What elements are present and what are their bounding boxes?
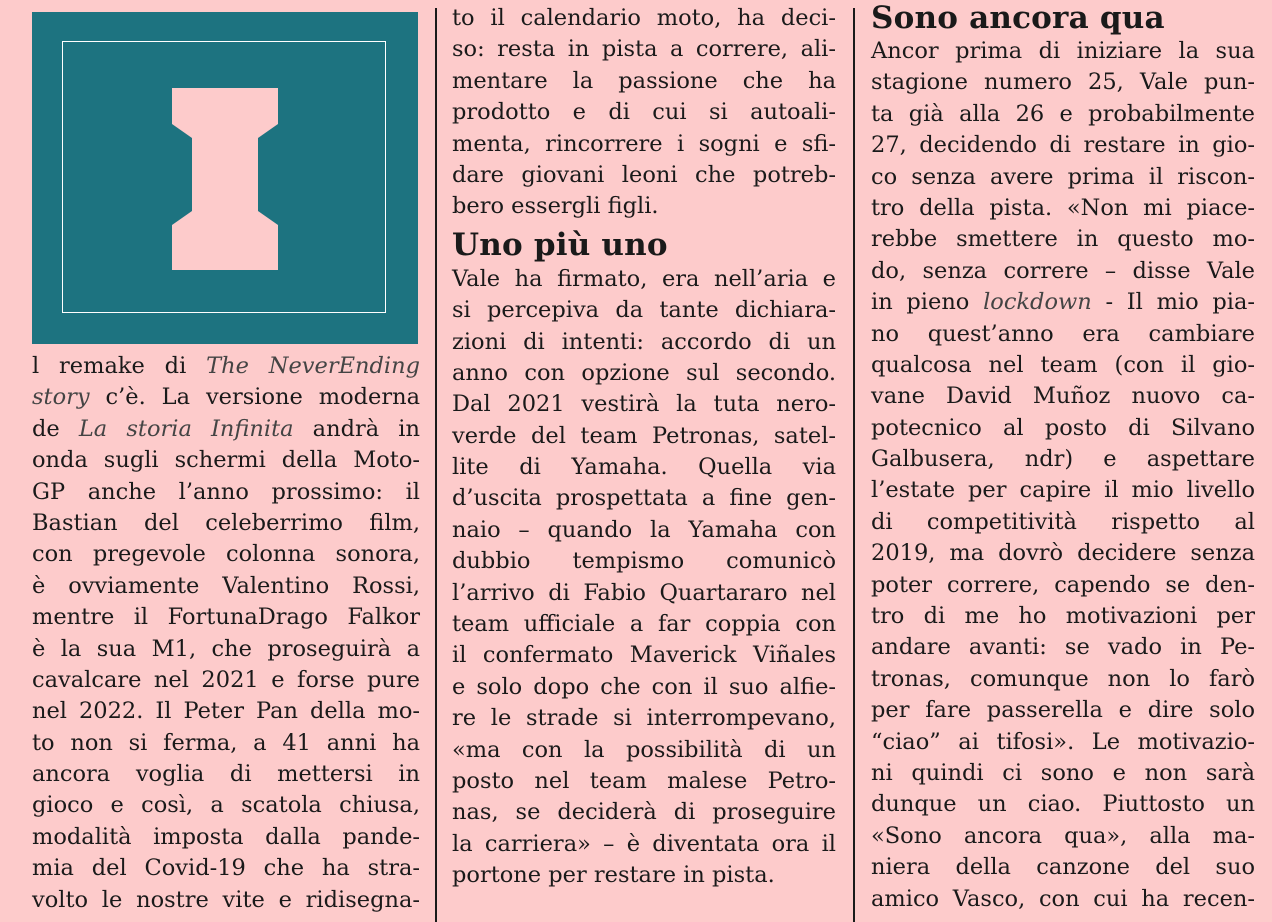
text-line	[871, 727, 1255, 758]
text-line: l’arrivo di Fabio Quartararo nel	[452, 579, 836, 606]
text-run: in pieno	[871, 289, 984, 316]
text-run: 27, decidendo di restare in gio-	[871, 132, 1255, 159]
text-line	[871, 664, 1255, 695]
text-line	[871, 538, 1255, 569]
text-run: cavalcare nel 2021 e forse pure	[32, 666, 420, 693]
text-line	[32, 822, 420, 853]
text-line	[871, 601, 1255, 632]
text-line: «ma con la possibilità di un	[452, 736, 836, 763]
text-line	[32, 696, 420, 727]
column-divider-2	[853, 8, 855, 922]
text-run: volto le nostre vite e ridisegna-	[32, 886, 420, 913]
subheading-sono-ancora-qua: Sono ancora qua	[871, 0, 1165, 36]
text-line	[32, 885, 420, 916]
column-2-intro	[452, 3, 836, 223]
text-run: l’estate per capire il mio livello	[871, 477, 1255, 504]
text-run: potecnico al posto di Silvano	[871, 414, 1255, 441]
text-line	[871, 36, 1255, 67]
text-line	[32, 728, 420, 759]
text-line: prodotto e di cui si autoali-	[452, 99, 836, 126]
text-run: per fare passerella e dire solo	[871, 697, 1255, 724]
text-line	[871, 319, 1255, 350]
text-run: Ancor prima di iniziare la sua	[871, 38, 1255, 64]
text-line	[871, 475, 1255, 506]
text-line: anno con opzione sul secondo.	[452, 359, 836, 386]
text-run: rebbe smettere in questo mo-	[871, 226, 1255, 253]
text-run: vane David Muñoz nuovo ca-	[871, 383, 1255, 410]
text-run: è la sua M1, che proseguirà a	[32, 635, 420, 662]
text-line: verde del team Petronas, satel-	[452, 422, 836, 449]
text-line	[871, 67, 1255, 98]
text-run: no quest’anno era cambiare	[871, 320, 1255, 347]
text-run: di competitività rispetto al	[871, 508, 1255, 535]
text-line	[32, 445, 420, 476]
text-line	[32, 602, 420, 633]
text-run: 2019, ma dovrò decidere senza	[871, 540, 1255, 567]
text-line	[871, 884, 1255, 915]
text-run: c’è. La versione moderna	[89, 384, 420, 411]
text-line: e solo dopo che con il suo alfie-	[452, 673, 836, 700]
text-line: il confermato Maverick Viñales	[452, 642, 836, 669]
text-run: to non si ferma, a 41 anni ha	[32, 729, 420, 756]
text-line	[871, 224, 1255, 255]
text-line: Dal 2021 vestirà la tuta nero-	[452, 391, 836, 418]
text-line	[871, 162, 1255, 193]
italic-text: story	[32, 384, 90, 411]
text-line	[32, 571, 420, 602]
drop-cap-box	[32, 12, 418, 344]
text-run: onda sugli schermi della Moto-	[32, 447, 420, 474]
text-line	[32, 759, 420, 790]
column-3-body	[871, 36, 1255, 915]
text-line: to il calendario moto, ha deci-	[452, 5, 836, 31]
text-run: è ovviamente Valentino Rossi,	[32, 572, 420, 599]
text-line	[871, 758, 1255, 789]
text-run: andrà in	[293, 415, 420, 442]
text-line	[871, 287, 1255, 318]
text-line: nas, se deciderà di proseguire	[452, 799, 836, 826]
text-line	[871, 130, 1255, 161]
text-line: dubbio tempismo comunicò	[452, 548, 836, 575]
text-run: Bastian del celeberrimo film,	[32, 509, 420, 536]
text-line	[871, 381, 1255, 412]
column-2-body	[452, 264, 836, 892]
text-run: de	[32, 415, 79, 442]
text-line	[32, 853, 420, 884]
text-run: tro della pista. «Non mi piace-	[871, 194, 1255, 221]
text-line	[32, 351, 420, 382]
text-run: mentre il FortunaDrago Falkor	[32, 604, 420, 631]
text-run: ancora voglia di mettersi in	[32, 761, 420, 788]
text-run: GP anche l’anno prossimo: il	[32, 478, 420, 505]
text-line: team ufficiale a far coppia con	[452, 611, 836, 638]
text-line	[871, 413, 1255, 444]
text-run: tronas, comunque non lo farò	[871, 665, 1255, 692]
text-line	[871, 507, 1255, 538]
text-line: posto nel team malese Petro-	[452, 767, 836, 794]
italic-text: lockdown	[983, 289, 1092, 316]
text-line: menta, rincorrere i sogni e sfi-	[452, 130, 836, 157]
text-line: zioni di intenti: accordo di un	[452, 328, 836, 355]
italic-text: The NeverEnding	[206, 353, 420, 379]
text-line	[32, 665, 420, 696]
column-2-text	[452, 3, 836, 892]
text-line	[871, 350, 1255, 381]
text-run: mia del Covid-19 che ha stra-	[32, 855, 420, 882]
text-run: stagione numero 25, Vale pun-	[871, 69, 1255, 96]
text-run: dunque un ciao. Piuttosto un	[871, 791, 1255, 818]
text-line	[871, 695, 1255, 726]
text-line: lite di Yamaha. Quella via	[452, 454, 836, 481]
text-run: “ciao” ai tifosi». Le motivazio-	[871, 728, 1255, 755]
text-line	[32, 634, 420, 665]
drop-cap-letter-i	[32, 12, 418, 344]
text-line	[871, 99, 1255, 130]
text-line: si percepiva da tante dichiara-	[452, 297, 836, 324]
text-line: naio – quando la Yamaha con	[452, 516, 836, 543]
text-run: qualcosa nel team (con il gio-	[871, 351, 1255, 378]
text-run: poter correre, capendo se den-	[871, 571, 1255, 598]
text-line: re le strade si interrompevano,	[452, 705, 836, 732]
column-1-text	[32, 351, 420, 916]
text-line	[32, 790, 420, 821]
text-run: co senza avere prima il riscon-	[871, 163, 1255, 190]
text-line	[871, 256, 1255, 287]
text-line	[871, 789, 1255, 820]
text-line	[32, 382, 420, 413]
text-line	[871, 193, 1255, 224]
text-line	[871, 852, 1255, 883]
text-line: d’uscita prospettata a fine gen-	[452, 485, 836, 512]
text-line	[871, 444, 1255, 475]
italic-text: La storia Infinita	[78, 415, 294, 442]
column-3-text	[871, 0, 1255, 915]
text-line: la carriera» – è diventata ora il	[452, 830, 836, 857]
text-run: do, senza correre – disse Vale	[871, 257, 1255, 284]
text-run: andare avanti: se vado in Pe-	[871, 634, 1255, 661]
text-line: so: resta in pista a correre, ali-	[452, 36, 836, 63]
text-run: amico Vasco, con cui ha recen-	[871, 885, 1255, 912]
text-run: con pregevole colonna sonora,	[32, 541, 420, 568]
text-run: l remake di	[32, 353, 207, 379]
text-run: - Il mio pia-	[1091, 289, 1255, 316]
text-run: nel 2022. Il Peter Pan della mo-	[32, 698, 420, 725]
text-run: Galbusera, ndr) e aspettare	[871, 446, 1255, 473]
text-line: portone per restare in pista.	[452, 862, 775, 889]
text-line	[32, 414, 420, 445]
text-run: tro di me ho motivazioni per	[871, 603, 1255, 630]
text-line: Vale ha firmato, era nell’aria e	[452, 265, 836, 292]
text-run: «Sono ancora qua», alla ma-	[871, 822, 1255, 849]
text-line	[32, 508, 420, 539]
text-run: ni quindi ci sono e non sarà	[871, 759, 1255, 786]
text-line: mentare la passione che ha	[452, 67, 836, 94]
text-line	[32, 539, 420, 570]
text-line	[32, 477, 420, 508]
text-line	[871, 570, 1255, 601]
subheading-uno-piu-uno: Uno più uno	[452, 226, 668, 263]
text-run: ta già alla 26 e probabilmente	[871, 100, 1255, 127]
column-divider-1	[435, 8, 437, 922]
text-line: bero essergli figli.	[452, 193, 659, 220]
text-line: dare giovani leoni che potreb-	[452, 161, 836, 188]
text-run: modalità imposta dalla pande-	[32, 823, 420, 850]
text-run: gioco e così, a scatola chiusa,	[32, 792, 420, 819]
text-run: niera della canzone del suo	[871, 854, 1255, 881]
text-line	[871, 632, 1255, 663]
text-line	[871, 821, 1255, 852]
